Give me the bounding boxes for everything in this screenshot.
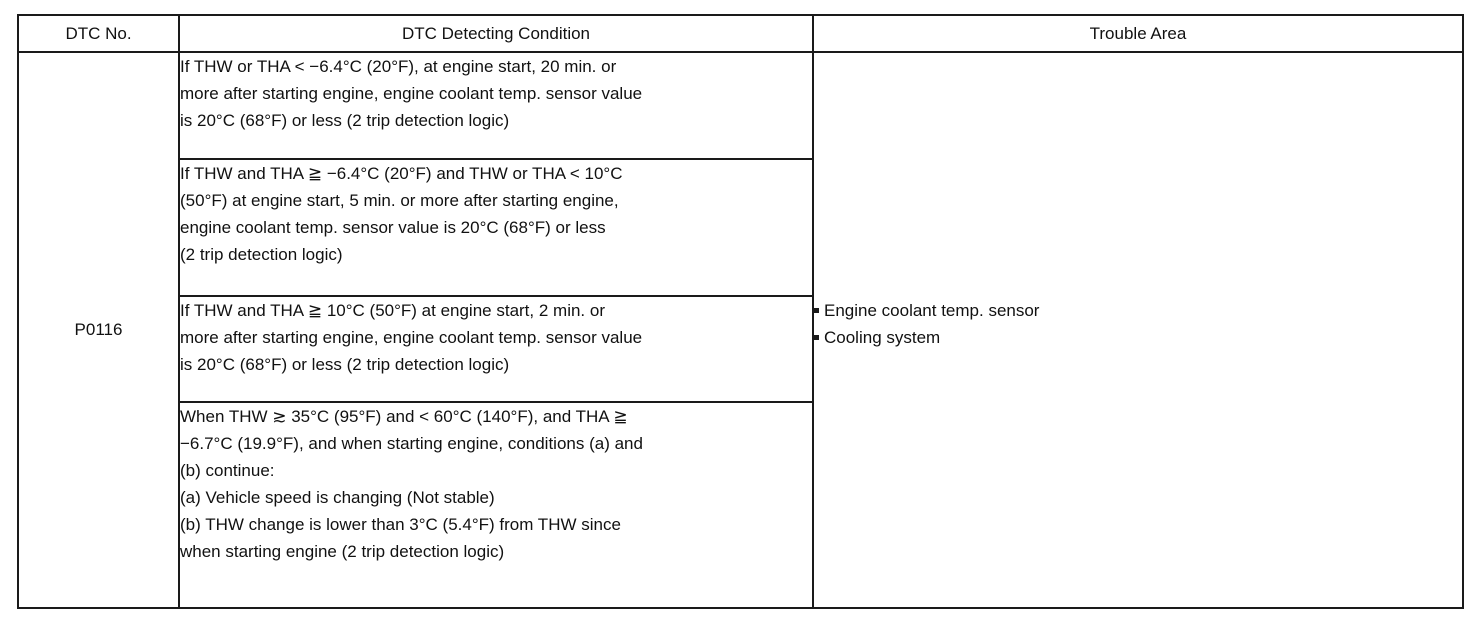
trouble-area-label: Cooling system (824, 328, 941, 347)
bullet-icon (814, 335, 819, 340)
trouble-area-item (814, 324, 1462, 351)
trouble-area-cell (813, 52, 1463, 608)
dtc-code-cell: P0116 (18, 52, 179, 608)
header-row (18, 15, 1463, 52)
condition-cell-2: If THW and THA ≧ −6.4°C (20°F) and THW or THA < 10°C (50°F) at engine start, 5 min. or more after starting engine, engine coolant temp. sensor value is 20°C (68°F) or less (2 trip detection logic) (179, 159, 813, 296)
condition-cell-1: If THW or THA < −6.4°C (20°F), at engine start, 20 min. or more after starting engine, engine coolant temp. sensor value is 20°C (68°F) or less (2 trip detection logic) (179, 52, 813, 159)
table-row (18, 52, 1463, 159)
condition-cell-4: When THW ≳ 35°C (95°F) and < 60°C (140°F), and THA ≧ −6.7°C (19.9°F), and when starting engine, conditions (a) and (b) continue: (a) Vehicle speed is changing (Not stable) (b) THW change is lower than 3°C (5.4°F) from THW since when starting engine (2 trip detection logic) (179, 402, 813, 608)
bullet-icon (814, 308, 819, 313)
header-dtc-no: DTC No. (18, 15, 179, 52)
trouble-area-label: Engine coolant temp. sensor (824, 301, 1040, 320)
dtc-table (17, 14, 1464, 609)
trouble-area-item (814, 297, 1462, 324)
condition-cell-3: If THW and THA ≧ 10°C (50°F) at engine start, 2 min. or more after starting engine, engine coolant temp. sensor value is 20°C (68°F) or less (2 trip detection logic) (179, 296, 813, 402)
trouble-area-list (814, 297, 1462, 351)
header-detecting-condition: DTC Detecting Condition (179, 15, 813, 52)
header-trouble-area: Trouble Area (813, 15, 1463, 52)
